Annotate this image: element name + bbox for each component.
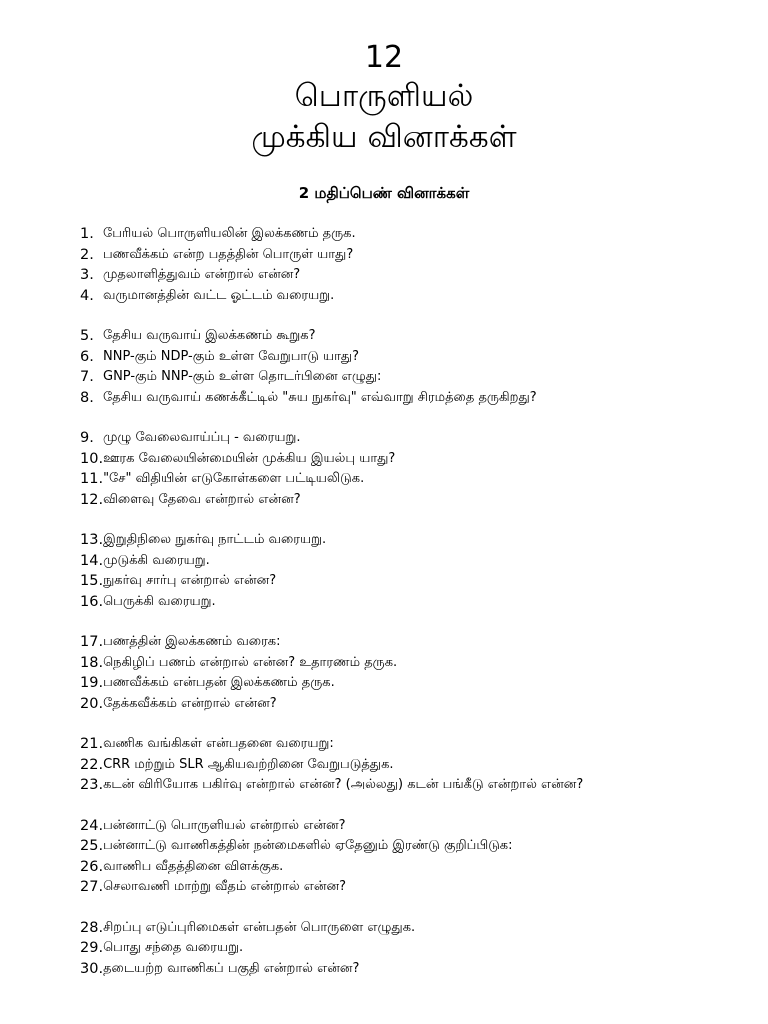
question-number: 11. (80, 471, 104, 487)
chapter-number: 12 (364, 40, 404, 75)
question-number: 18. (80, 654, 104, 671)
question-number: 28. (80, 919, 104, 936)
question-number: 12. (80, 491, 104, 508)
question-item (80, 367, 760, 388)
question-text: பணத்தின் இலக்கணம் வரைக: (103, 634, 281, 649)
question-item (80, 469, 760, 490)
question-item (80, 530, 760, 551)
question-item (80, 551, 760, 572)
question-number: 13. (80, 532, 104, 548)
question-number: 14. (80, 552, 104, 569)
question-text: தேசிய வருவாய் கணக்கீட்டில் "சுய நுகர்வு" எவ்வாறு சிரமத்தை தருகிறது? (103, 389, 537, 405)
document-header (0, 0, 768, 158)
question-item (80, 286, 760, 307)
question-item (80, 592, 760, 613)
question-group (80, 632, 760, 714)
question-number: 25. (80, 838, 104, 854)
question-item (80, 918, 760, 939)
question-text: ஊரக வேலையின்மையின் முக்கிய இயல்பு யாது? (103, 450, 396, 466)
question-text: சிறப்பு எடுப்புரிமைகள் என்பதன் பொருளை எழுதுக. (103, 919, 416, 935)
question-item (80, 653, 760, 674)
question-number: 15. (80, 573, 104, 589)
question-item (80, 959, 760, 980)
question-item (80, 694, 760, 715)
question-text: GNP-கும் NNP-கும் உள்ள தொடர்பினை எழுது: (103, 369, 382, 384)
title-line-1: பொருளியல் (294, 78, 474, 114)
question-text: பணவீக்கம் என்ற பதத்தின் பொருள் யாது? (103, 246, 354, 262)
question-item (80, 938, 760, 959)
question-text: வருமானத்தின் வட்ட ஓட்டம் வரையறு. (103, 287, 335, 303)
question-group (80, 224, 760, 306)
question-item (80, 734, 760, 755)
question-number: 19. (80, 675, 104, 691)
question-text: தடையற்ற வாணிகப் பகுதி என்றால் என்ன? (103, 960, 360, 976)
question-text: பொது சந்தை வரையறு. (103, 940, 244, 955)
question-text: தேசிய வருவாய் இலக்கணம் கூறுக? (103, 328, 316, 343)
question-text: வாணிப வீதத்தினை விளக்குக. (103, 858, 284, 874)
question-text: செலாவணி மாற்று வீதம் என்றால் என்ன? (103, 879, 347, 894)
question-number: 6. (80, 348, 94, 365)
question-number: 23. (80, 777, 104, 793)
question-text: முதலாளித்துவம் என்றால் என்ன? (103, 267, 301, 282)
question-item (80, 347, 760, 368)
question-number: 30. (80, 960, 104, 977)
question-item (80, 326, 760, 347)
question-number: 22. (80, 756, 104, 773)
question-text: முழு வேலைவாய்ப்பு - வரையறு. (103, 430, 301, 445)
question-number: 7. (80, 369, 94, 385)
question-text: பணவீக்கம் என்பதன் இலக்கணம் தருக. (103, 675, 335, 690)
question-item (80, 265, 760, 286)
question-item (80, 877, 760, 898)
question-text: முடுக்கி வரையறு. (103, 552, 210, 568)
question-number: 3. (80, 267, 94, 283)
question-item (80, 775, 760, 796)
question-number: 9. (80, 430, 94, 446)
question-group (80, 530, 760, 612)
question-item (80, 449, 760, 470)
question-group (80, 918, 760, 980)
question-text: தேக்கவீக்கம் என்றால் என்ன? (103, 695, 277, 711)
question-item (80, 816, 760, 837)
question-text: இறுதிநிலை நுகர்வு நாட்டம் வரையறு. (103, 532, 327, 547)
question-number: 29. (80, 940, 104, 956)
question-number: 16. (80, 593, 104, 610)
question-text: CRR மற்றும் SLR ஆகியவற்றினை வேறுபடுத்துக. (103, 756, 394, 772)
question-group (80, 326, 760, 408)
question-number: 27. (80, 879, 104, 895)
question-number: 1. (80, 226, 94, 242)
question-list (80, 224, 760, 999)
question-number: 10. (80, 450, 104, 467)
question-number: 26. (80, 858, 104, 875)
question-item (80, 673, 760, 694)
question-item (80, 388, 760, 409)
question-number: 24. (80, 817, 104, 834)
question-number: 4. (80, 287, 94, 304)
question-item (80, 428, 760, 449)
question-text: பேரியல் பொருளியலின் இலக்கணம் தருக. (103, 226, 356, 241)
question-item (80, 632, 760, 653)
section-subtitle: 2 மதிப்பெண் வினாக்கள் (298, 184, 470, 202)
question-text: நுகர்வு சார்பு என்றால் என்ன? (103, 573, 277, 588)
question-number: 5. (80, 328, 94, 344)
question-item (80, 836, 760, 857)
question-number: 21. (80, 736, 104, 752)
question-text: விளைவு தேவை என்றால் என்ன? (103, 491, 301, 507)
question-text: பெருக்கி வரையறு. (103, 593, 216, 609)
question-text: கடன் விரியோக பகிர்வு என்றால் என்ன? (அல்லது) கடன் பங்கீடு என்றால் என்ன? (103, 777, 584, 792)
question-text: NNP-கும் NDP-கும் உள்ள வேறுபாடு யாது? (103, 348, 360, 364)
question-number: 8. (80, 389, 94, 406)
question-text: பன்னாட்டு வாணிகத்தின் நன்மைகளில் ஏதேனும் இரண்டு குறிப்பிடுக: (103, 838, 513, 853)
question-item (80, 857, 760, 878)
question-text: வணிக வங்கிகள் என்பதனை வரையறு: (103, 736, 334, 751)
question-item (80, 224, 760, 245)
question-text: பன்னாட்டு பொருளியல் என்றால் என்ன? (103, 817, 346, 833)
question-text: நெகிழிப் பணம் என்றால் என்ன? உதாரணம் தருக. (103, 654, 398, 670)
question-item (80, 245, 760, 266)
question-group (80, 734, 760, 796)
question-group (80, 816, 760, 898)
question-item (80, 571, 760, 592)
question-number: 2. (80, 246, 94, 263)
question-group (80, 428, 760, 510)
question-text: "சே" விதியின் எடுகோள்களை பட்டியலிடுக. (103, 471, 365, 486)
title-line-2: முக்கிய வினாக்கள் (251, 119, 517, 155)
question-number: 17. (80, 634, 104, 650)
question-item (80, 490, 760, 511)
question-number: 20. (80, 695, 104, 712)
question-item (80, 755, 760, 776)
